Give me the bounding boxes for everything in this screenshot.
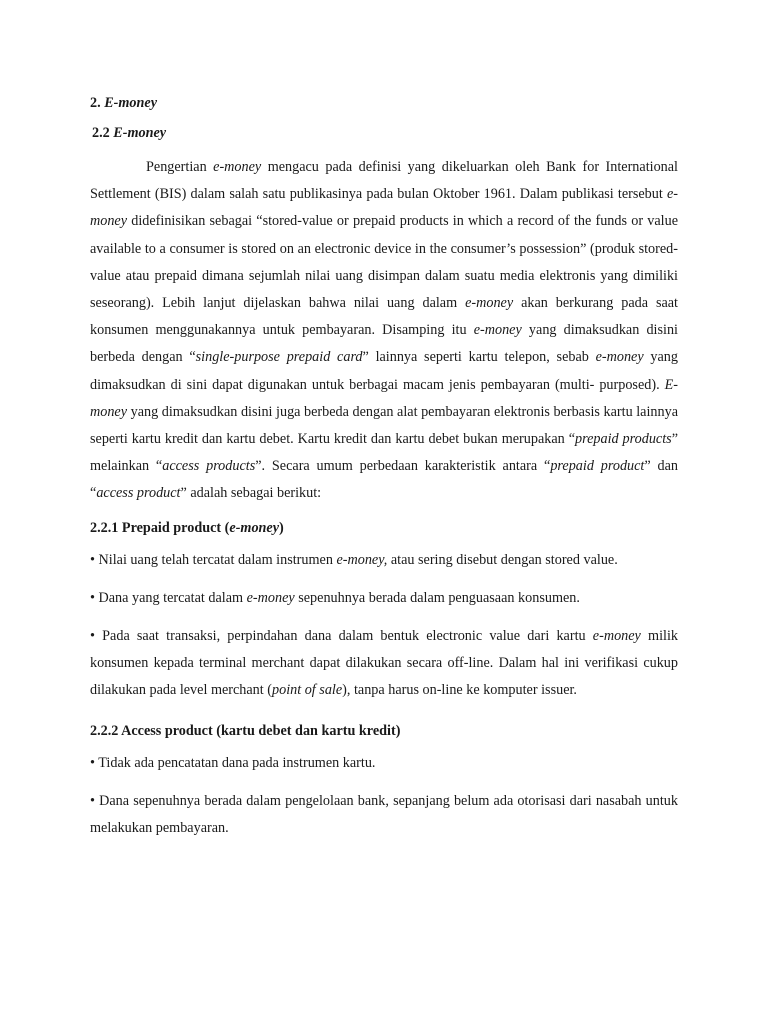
heading-title: E-money xyxy=(104,95,157,111)
text-run: Tidak ada pencatatan dana pada instrumen kartu. xyxy=(98,754,376,771)
text-run: Pada saat transaksi, perpindahan dana dalam bentuk electronic value dari kartu xyxy=(102,628,593,645)
text-run: ” melainkan “ xyxy=(90,431,678,475)
heading-access-product xyxy=(90,716,678,746)
heading-label: Access product (kartu debet dan kartu kredit) xyxy=(121,722,401,739)
italic-run: e-money xyxy=(465,295,514,312)
text-run: akan berkurang pada saat konsumen menggunakannya untuk pembayaran. Disamping itu xyxy=(90,295,678,339)
text-run: ), tanpa harus on-line ke komputer issuer. xyxy=(342,682,577,699)
italic-run: e-money, xyxy=(336,551,388,568)
italic-run: access products xyxy=(162,458,256,475)
text-run: yang dimaksudkan disini juga berbeda dengan alat pembayaran elektronis berbasis kartu lainnya seperti kartu kredit dan kartu debet. Kartu kredit dan kartu debet bukan merupakan “ xyxy=(90,403,678,448)
text-run: Nilai uang telah tercatat dalam instrumen xyxy=(98,551,337,568)
document-page xyxy=(90,88,678,853)
bullet-icon: • xyxy=(90,754,95,771)
italic-run: E-money xyxy=(90,376,678,420)
heading-number: 2.2.1 xyxy=(90,519,119,536)
text-run: yang dimaksudkan disini berbeda dengan “ xyxy=(90,322,678,366)
text-run: ” adalah sebagai berikut: xyxy=(180,485,322,502)
heading-number: 2. xyxy=(90,95,101,111)
heading-prepaid-product xyxy=(90,513,678,543)
italic-run: prepaid product xyxy=(550,458,645,475)
italic-run: prepaid products xyxy=(575,431,672,448)
text-run: ”. Secara umum perbedaan karakteristik antara “ xyxy=(255,458,551,475)
italic-run: single-purpose prepaid card xyxy=(195,349,363,366)
heading-number: 2.2 xyxy=(92,125,110,141)
italic-run: e-money xyxy=(90,186,678,230)
text-run: mengacu pada definisi yang dikeluarkan oleh Bank for International Settlement (BIS) dalam salah satu publikasinya pada bulan Oktober 1961. Dalam publikasi tersebut xyxy=(90,159,678,203)
text-run: atau sering disebut dengan stored value. xyxy=(387,551,618,568)
italic-run: e-money xyxy=(473,322,522,339)
bullet-icon: • xyxy=(90,628,95,645)
intro-paragraph xyxy=(90,154,678,508)
text-run: ” lainnya seperti kartu telepon, sebab xyxy=(362,349,596,366)
text-run: sepenuhnya berada dalam penguasaan konsumen. xyxy=(294,589,580,606)
text-run: Pengertian xyxy=(146,159,214,175)
italic-run: e-money xyxy=(213,159,262,175)
text-run: Dana yang tercatat dalam xyxy=(98,589,247,606)
bullet-item xyxy=(90,788,678,842)
bullet-icon: • xyxy=(90,589,95,606)
bullet-item xyxy=(90,585,678,612)
italic-run: e-money xyxy=(592,628,641,645)
bullet-item xyxy=(90,750,678,777)
bullet-icon: • xyxy=(90,551,95,568)
text-run: didefinisikan sebagai “stored-value or prepaid products in which a record of the funds or value available to a consumer is stored on an electronic device in the consumer’s possession” (produk stored-value atau prepaid dimana sejumlah nilai uang disimpan dalam suatu media elektronis yang dimiliki seseorang). Lebih lanjut dijelaskan bahwa nilai uang dalam xyxy=(90,213,678,312)
italic-run: point of sale xyxy=(272,682,343,699)
bullet-item xyxy=(90,623,678,705)
heading-label-italic: e-money xyxy=(229,519,280,536)
italic-run: e-money xyxy=(246,589,295,606)
heading-label: Prepaid product ( xyxy=(121,519,230,536)
bullet-icon: • xyxy=(90,792,95,809)
heading-title: E-money xyxy=(113,125,167,141)
text-run: Dana sepenuhnya berada dalam pengelolaan bank, sepanjang belum ada otorisasi dari nasabah untuk melakukan pembayaran. xyxy=(90,792,678,837)
bullet-item xyxy=(90,547,678,574)
text-run: milik konsumen kepada terminal merchant dapat dilakukan secara off-line. Dalam hal ini verifikasi cukup dilakukan pada level merchant ( xyxy=(90,628,678,699)
heading-number: 2.2.2 xyxy=(90,722,119,739)
italic-run: access product xyxy=(96,485,181,502)
heading-e-money xyxy=(90,88,678,118)
heading-2-2-e-money xyxy=(92,118,678,148)
text-run: ” dan “ xyxy=(90,458,678,502)
text-run: yang dimaksudkan di sini dapat digunakan untuk berbagai macam jenis pembayaran (multi- purposed). xyxy=(90,349,678,393)
italic-run: e-money xyxy=(595,349,644,366)
heading-label-end: ) xyxy=(279,519,284,536)
